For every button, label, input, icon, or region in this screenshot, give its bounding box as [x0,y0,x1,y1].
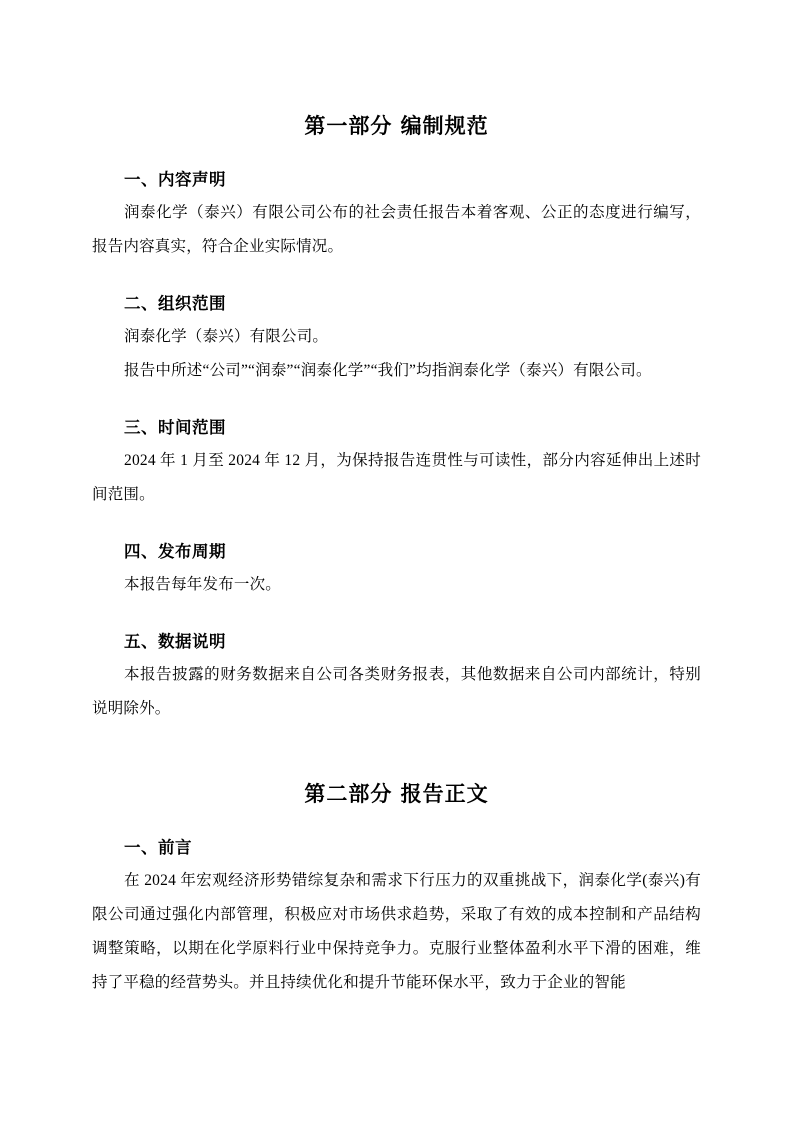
section-heading-data-description: 五、数据说明 [124,632,226,651]
paragraph-content-statement: 润泰化学（泰兴）有限公司公布的社会责任报告本着客观、公正的态度进行编写，报告内容真实，符合企业实际情况。 [92,204,701,255]
section-heading-content-statement: 一、内容声明 [124,170,226,189]
paragraph-organization-scope-1: 润泰化学（泰兴）有限公司。 [124,328,329,345]
section-heading-time-range: 三、时间范围 [124,418,226,437]
paragraph-time-range: 2024 年 1 月至 2024 年 12 月，为保持报告连贯性与可读性，部分内容延伸出上述时间范围。 [92,452,701,503]
section-spacer [92,726,701,778]
section-heading-organization-scope: 二、组织范围 [124,294,226,313]
paragraph-data-description: 本报告披露的财务数据来自公司各类财务报表，其他数据来自公司内部统计，特别说明除外。 [92,666,701,717]
section-heading-preface: 一、前言 [124,838,192,857]
paragraph-preface: 在 2024 年宏观经济形势错综复杂和需求下行压力的双重挑战下，润泰化学(泰兴)有限公司通过强化内部管理，积极应对市场供求趋势，采取了有效的成本控制和产品结构调整策略，以期在化学原料行业中保持竞争力。克服行业整体盈利水平下滑的困难，维持了平稳的经营势头。并且持续优化和提升节能环保水平，致力于企业的智能 [92,872,701,991]
paragraph-organization-scope-2: 报告中所述“公司”“润泰”“润泰化学”“我们”均指润泰化学（泰兴）有限公司。 [124,362,652,379]
part-one-title: 第一部分 编制规范 [304,114,489,138]
part-two-title: 第二部分 报告正文 [304,782,489,806]
section-heading-publish-cycle: 四、发布周期 [124,542,226,561]
paragraph-publish-cycle: 本报告每年发布一次。 [124,576,282,593]
